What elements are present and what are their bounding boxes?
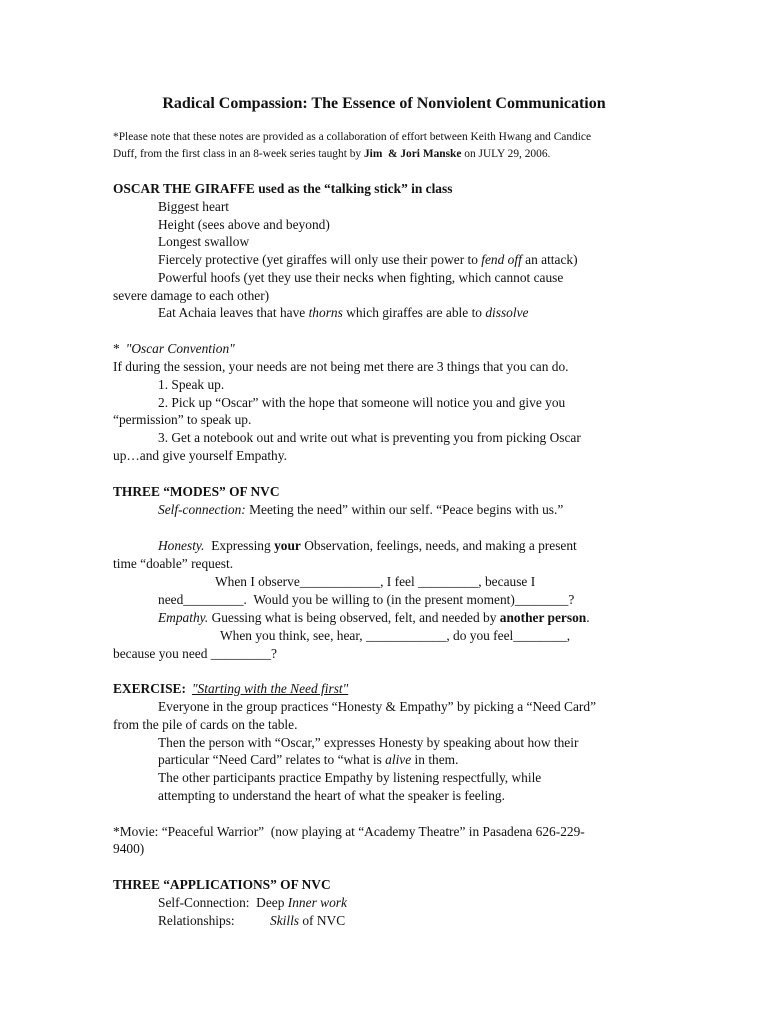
oscar-trait-1: Biggest heart [158,199,230,214]
trait-emphasis: thorns [308,305,343,320]
document-title: Radical Compassion: The Essence of Nonviolent Communication [162,95,606,112]
application-self-connection [158,894,347,911]
exercise-text: particular “Need Card” relates to “what is [158,752,386,767]
application-value: Skills [270,913,300,928]
application-relationships-label: Relationships: [158,913,235,928]
note-text: Duff, from the first class in an 8-week series taught by [113,148,364,160]
collaboration-note-line-2 [113,146,550,163]
oscar-trait-4 [158,251,578,268]
note-date: on JULY 29, 2006. [461,148,551,160]
exercise-line-1: Everyone in the group practices “Honesty & Empathy” by picking a “Need Card” [158,699,597,714]
trait-emphasis: fend off [481,252,526,267]
mode-honesty-continued: time “doable” request. [113,556,234,571]
teacher-jori-manske: Jori Manske [400,148,462,160]
convention-step-2: 2. Pick up “Oscar” with the hope that someone will notice you and give you [158,395,566,410]
mode-text: Guessing what is being observed, felt, and needed by [208,610,500,625]
asterisk: * [113,341,120,356]
applications-heading: THREE “APPLICATIONS” OF NVC [113,877,331,892]
exercise-title: "Starting with the Need first" [191,681,349,696]
exercise-line-4 [158,751,458,768]
honesty-template-line-2: need_________. Would you be willing to (in the present moment)________? [158,592,575,607]
oscar-trait-5-continued: severe damage to each other) [113,288,270,303]
application-label: Self-Connection: Deep [158,895,288,910]
exercise-emphasis: alive [385,752,412,767]
trait-emphasis: dissolve [485,305,529,320]
oscar-trait-6 [158,304,528,321]
trait-text: which giraffes are able to [342,305,486,320]
exercise-heading [113,680,348,697]
exercise-label: EXERCISE: [113,681,186,696]
exercise-line-6: attempting to understand the heart of what the speaker is feeling. [158,788,505,803]
empathy-template-line-1: When you think, see, hear, ____________, do you feel________, [220,628,571,643]
application-suffix: of NVC [299,913,346,928]
mode-emphasis: your [274,538,301,553]
application-value: Inner work [287,895,347,910]
mode-honesty [158,537,577,554]
mode-text: Meeting the need” within our self. “Peace begins with us.” [245,502,564,517]
mode-label: Honesty. [158,538,205,553]
convention-step-3: 3. Get a notebook out and write out what is preventing you from picking Oscar [158,430,581,445]
trait-text: Fiercely protective (yet giraffes will only use their power to [158,252,482,267]
ampersand: & [382,148,401,160]
mode-text: . [586,610,590,625]
mode-text: Observation, feelings, needs, and making a present [300,538,577,553]
convention-step-1: 1. Speak up. [158,377,225,392]
exercise-line-3: Then the person with “Oscar,” expresses Honesty by speaking about how their [158,735,579,750]
exercise-line-5: The other participants practice Empathy by listening respectfully, while [158,770,542,785]
mode-self-connection [158,501,563,518]
trait-text: Eat Achaia leaves that have [158,305,309,320]
convention-heading [113,340,235,357]
mode-text: Expressing [204,538,275,553]
mode-empathy [158,609,590,626]
mode-emphasis: another person [499,610,587,625]
collaboration-note-line-1: *Please note that these notes are provided as a collaboration of effort between Keith Hwang and Candice [113,131,592,143]
oscar-trait-2: Height (sees above and beyond) [158,217,330,232]
mode-label: Self-connection: [158,502,246,517]
mode-label: Empathy. [158,610,209,625]
movie-note-line-2: 9400) [113,841,145,856]
exercise-text: in them. [411,752,459,767]
convention-step-2-continued: “permission” to speak up. [113,412,252,427]
modes-heading: THREE “MODES” OF NVC [113,484,280,499]
trait-text: an attack) [525,252,578,267]
convention-intro: If during the session, your needs are not being met there are 3 things that you can do. [113,359,569,374]
honesty-template-line-1: When I observe____________, I feel _________, because I [215,574,536,589]
oscar-trait-3: Longest swallow [158,234,250,249]
exercise-line-2: from the pile of cards on the table. [113,717,298,732]
oscar-heading: OSCAR THE GIRAFFE used as the “talking stick” in class [113,181,453,196]
empathy-template-line-2: because you need _________? [113,646,277,661]
application-relationships-value [270,912,345,929]
teacher-jim: Jim [363,148,383,160]
oscar-trait-5: Powerful hoofs (yet they use their necks when fighting, which cannot cause [158,270,564,285]
convention-step-3-continued: up…and give yourself Empathy. [113,448,287,463]
convention-title: "Oscar Convention" [125,341,235,356]
movie-note-line-1: *Movie: “Peaceful Warrior” (now playing at “Academy Theatre” in Pasadena 626-229- [113,824,585,839]
